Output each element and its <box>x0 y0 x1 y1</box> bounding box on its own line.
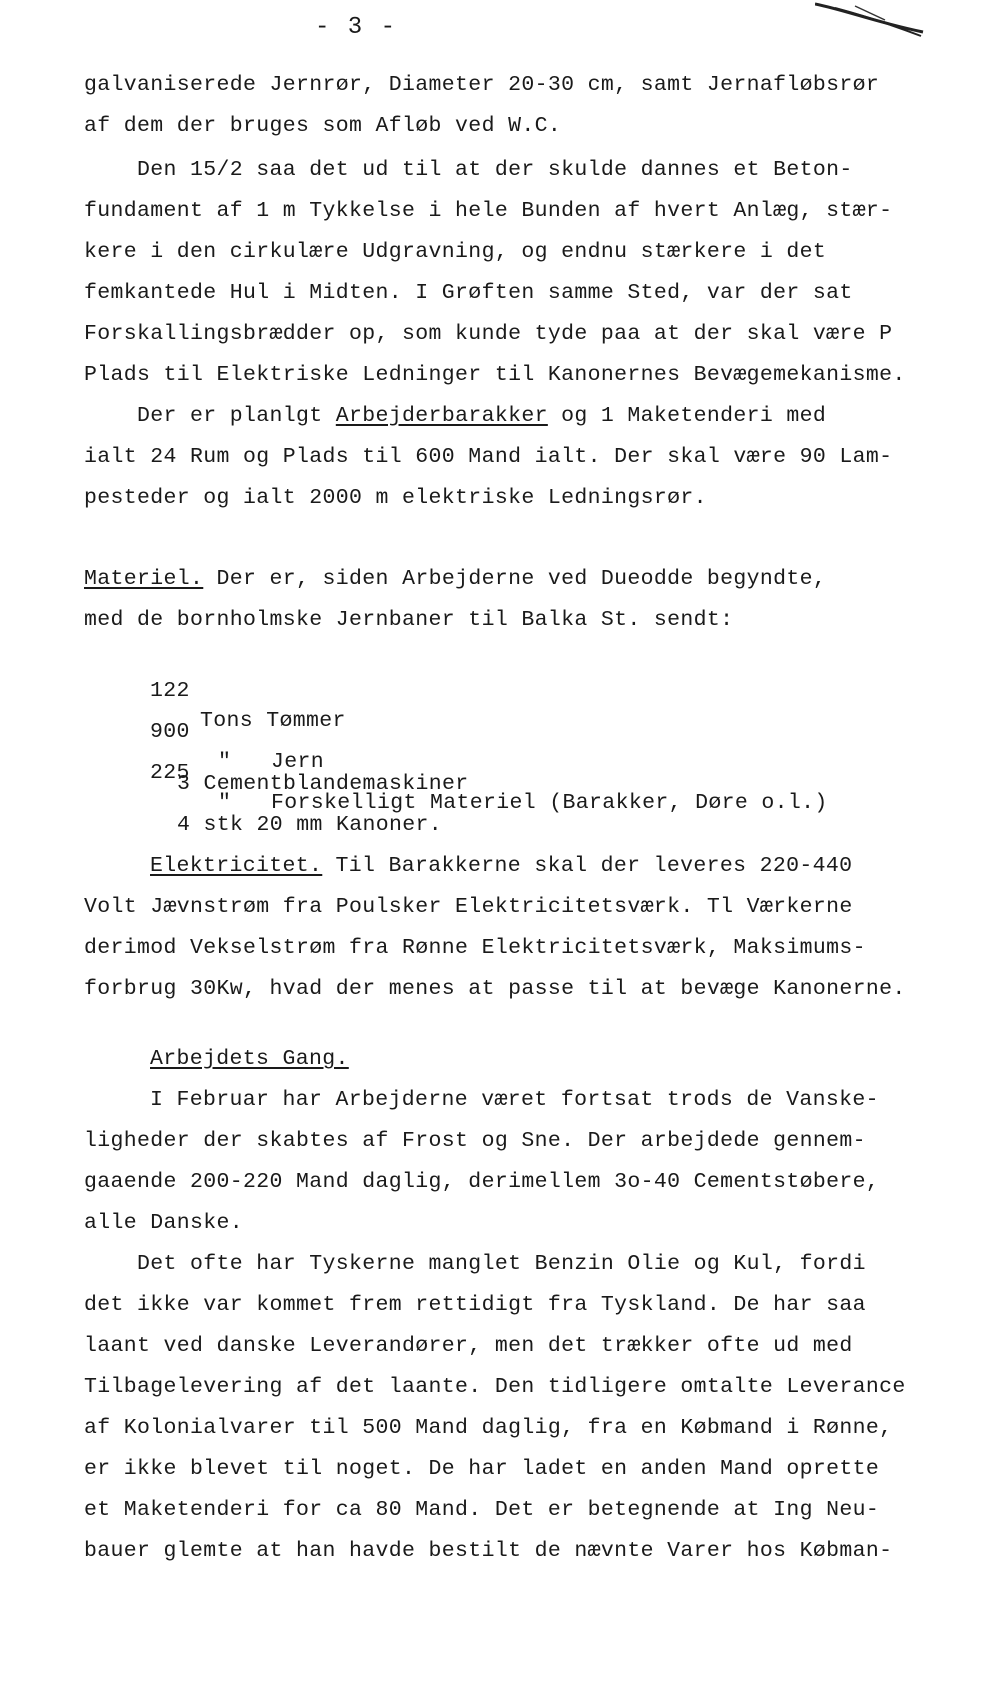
text-line <box>150 851 852 881</box>
text-segment: og 1 Maketenderi med <box>547 404 827 428</box>
item-description: Tons Tømmer <box>200 709 346 733</box>
text-line: pesteder og ialt 2000 m elektriske Ledningsrør. <box>84 486 707 510</box>
item-quantity: 900 <box>150 720 190 744</box>
text-line: fundament af 1 m Tykkelse i hele Bunden af hvert Anlæg, stær- <box>84 199 893 223</box>
text-line: ialt 24 Rum og Plads til 600 Mand ialt. Der skal være 90 Lam- <box>84 445 893 469</box>
text-line: med de bornholmske Jernbaner til Balka St. sendt: <box>84 608 734 632</box>
text-line: forbrug 30Kw, hvad der menes at passe til at bevæge Kanonerne. <box>84 977 906 1001</box>
section-heading-arbejdets-gang: Arbejdets Gang. <box>150 1047 349 1071</box>
text-line: Det ofte har Tyskerne manglet Benzin Olie og Kul, fordi <box>84 1252 866 1276</box>
text-segment: Der er planlgt <box>84 404 336 428</box>
text-line: femkantede Hul i Midten. I Grøften samme Sted, var der sat <box>84 281 853 305</box>
text-segment: Til Barakkerne skal der leveres 220-440 <box>322 854 853 878</box>
item-description: " Forskelligt Materiel (Barakker, Døre o.l.) <box>218 791 828 815</box>
text-line: af Kolonialvarer til 500 Mand daglig, fra en Købmand i Rønne, <box>84 1416 893 1440</box>
text-line: Den 15/2 saa det ud til at der skulde dannes et Beton- <box>84 158 853 182</box>
text-line: ligheder der skabtes af Frost og Sne. Der arbejdede gennem- <box>84 1129 866 1153</box>
list-item: 3 Cementblandemaskiner <box>177 772 469 796</box>
text-line: det ikke var kommet frem rettidigt fra Tyskland. De har saa <box>84 1293 866 1317</box>
text-line: bauer glemte at han havde bestilt de nævnte Varer hos Købman- <box>84 1539 893 1563</box>
corner-scribble-mark <box>815 0 925 40</box>
text-line <box>84 564 826 594</box>
item-quantity: 122 <box>150 679 190 703</box>
page-number: - 3 - <box>315 14 398 41</box>
text-line: derimod Vekselstrøm fra Rønne Elektricitetsværk, Maksimums- <box>84 936 866 960</box>
text-line: Tilbagelevering af det laante. Den tidligere omtalte Leverance <box>84 1375 906 1399</box>
text-line: I Februar har Arbejderne været fortsat trods de Vanske- <box>150 1088 879 1112</box>
text-line: kere i den cirkulære Udgravning, og endnu stærkere i det <box>84 240 827 264</box>
text-line: alle Danske. <box>84 1211 244 1235</box>
text-line: er ikke blevet til noget. De har ladet en anden Mand oprette <box>84 1457 880 1481</box>
text-line: galvaniserede Jernrør, Diameter 20-30 cm, samt Jernafløbsrør <box>84 73 880 97</box>
item-quantity: 225 <box>150 761 190 785</box>
text-line <box>84 401 826 431</box>
text-line: Volt Jævnstrøm fra Poulsker Elektricitetsværk. Tl Værkerne <box>84 895 853 919</box>
underlined-term: Arbejderbarakker <box>335 404 548 428</box>
text-line: gaaende 200-220 Mand daglig, derimellem 3o-40 Cementstøbere, <box>84 1170 880 1194</box>
text-line: et Maketenderi for ca 80 Mand. Det er betegnende at Ing Neu- <box>84 1498 880 1522</box>
section-heading-materiel: Materiel. <box>84 567 204 591</box>
text-segment: Der er, siden Arbejderne ved Dueodde begyndte, <box>203 567 827 591</box>
list-item: 4 stk 20 mm Kanoner. <box>177 813 443 837</box>
item-description: " Jern <box>218 750 325 774</box>
text-line: laant ved danske Leverandører, men det trækker ofte ud med <box>84 1334 853 1358</box>
section-heading-elektricitet: Elektricitet. <box>150 854 323 878</box>
text-line: Plads til Elektriske Ledninger til Kanonernes Bevægemekanisme. <box>84 363 906 387</box>
text-line: Forskallingsbrædder op, som kunde tyde paa at der skal være P <box>84 322 893 346</box>
text-line: af dem der bruges som Afløb ved W.C. <box>84 114 562 138</box>
